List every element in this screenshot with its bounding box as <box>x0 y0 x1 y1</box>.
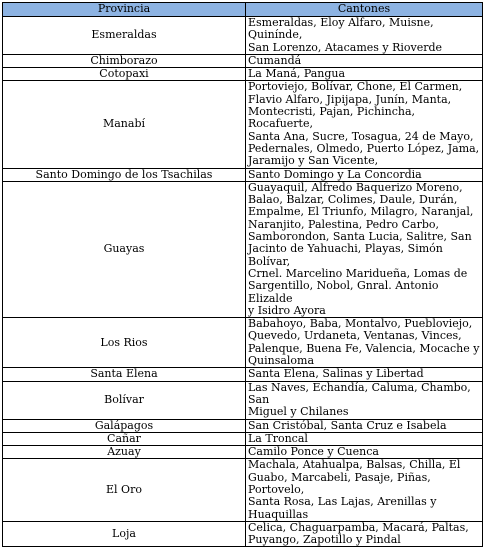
cantones-line: Empalme, El Triunfo, Milagro, Naranjal, <box>248 205 474 219</box>
cantones-line: La Troncal <box>248 431 308 445</box>
cantones-line: Esmeraldas, Eloy Alfaro, Muisne, Quinínde, <box>248 16 434 42</box>
cantones-cell <box>246 318 483 368</box>
cantones-line: Quinsaloma <box>248 354 315 368</box>
table-row <box>3 521 483 547</box>
cantones-line: Balao, Balzar, Colimes, Daule, Durán, <box>248 193 458 207</box>
cantones-cell <box>246 168 483 181</box>
header-provincia: Provincia <box>3 3 246 17</box>
cantones-line: Pedernales, Olmedo, Puerto López, Jama, <box>248 141 480 155</box>
table-row <box>3 81 483 168</box>
provincia-cell: Guayas <box>3 181 246 317</box>
provincia-cell: Cañar <box>3 432 246 445</box>
cantones-cell <box>246 17 483 55</box>
header-row <box>3 3 483 17</box>
cantones-cell <box>246 432 483 445</box>
cantones-line: Quevedo, Urdaneta, Ventanas, Vinces, <box>248 329 462 343</box>
provincia-cell: Loja <box>3 521 246 547</box>
table-row <box>3 168 483 181</box>
cantones-line: Babahoyo, Baba, Montalvo, Puebloviejo, <box>248 317 473 331</box>
provincia-cell: Manabí <box>3 81 246 168</box>
cantones-line: Celica, Chaguarpamba, Macará, Paltas, <box>248 520 469 534</box>
cantones-line: Montecristi, Pajan, Pichincha, Rocafuerte, <box>248 105 415 131</box>
cantones-line: y Isidro Ayora <box>248 303 326 317</box>
provincia-cell: Galápagos <box>3 419 246 432</box>
cantones-line: Machala, Atahualpa, Balsas, Chilla, El <box>248 458 461 472</box>
cantones-line: La Maná, Pangua <box>248 67 346 81</box>
provinces-cantons-table <box>2 2 483 547</box>
cantones-line: Santa Ana, Sucre, Tosagua, 24 de Mayo, <box>248 129 474 143</box>
cantones-cell <box>246 419 483 432</box>
cantones-line: Cumandá <box>248 53 302 67</box>
table-row <box>3 68 483 81</box>
table-row <box>3 381 483 419</box>
cantones-line: Sargentillo, Nobol, Gnral. Antonio Elizalde <box>248 279 439 305</box>
cantones-line: Portoviejo, Bolívar, Chone, El Carmen, <box>248 80 463 94</box>
table-body <box>3 17 483 547</box>
cantones-cell <box>246 521 483 547</box>
provincia-cell: Cotopaxi <box>3 68 246 81</box>
table-row <box>3 446 483 459</box>
table-row <box>3 419 483 432</box>
cantones-line: Huaquillas <box>248 507 309 521</box>
provincia-cell: Los Rios <box>3 318 246 368</box>
cantones-line: Jacinto de Yahuachi, Playas, Simón Bolívar, <box>248 242 443 268</box>
cantones-line: Miguel y Chilanes <box>248 405 349 419</box>
table-row <box>3 368 483 381</box>
header-cantones: Cantones <box>246 3 483 17</box>
provincia-cell: Bolívar <box>3 381 246 419</box>
cantones-cell <box>246 181 483 317</box>
cantones-cell <box>246 54 483 67</box>
cantones-line: Jaramijo y San Vicente, <box>248 154 379 168</box>
table-row <box>3 54 483 67</box>
cantones-cell <box>246 446 483 459</box>
cantones-line: Camilo Ponce y Cuenca <box>248 445 379 459</box>
cantones-line: Santa Elena, Salinas y Libertad <box>248 367 424 381</box>
provincia-cell: Chimborazo <box>3 54 246 67</box>
provincia-cell: El Oro <box>3 459 246 521</box>
table-row <box>3 459 483 521</box>
cantones-line: Guayaquil, Alfredo Baquerizo Moreno, <box>248 180 463 194</box>
cantones-cell <box>246 68 483 81</box>
table-row <box>3 17 483 55</box>
cantones-line: Santo Domingo y La Concordia <box>248 167 422 181</box>
cantones-cell <box>246 381 483 419</box>
cantones-line: Samborondon, Santa Lucia, Salitre, San <box>248 230 472 244</box>
cantones-line: Puyango, Zapotillo y Pindal <box>248 533 401 547</box>
cantones-line: Santa Rosa, Las Lajas, Arenillas y <box>248 495 437 509</box>
cantones-line: Naranjito, Palestina, Pedro Carbo, <box>248 217 439 231</box>
cantones-line: Guabo, Marcabeli, Pasaje, Piñas, Portovelo, <box>248 470 431 496</box>
cantones-line: San Cristóbal, Santa Cruz e Isabela <box>248 418 447 432</box>
table-row <box>3 318 483 368</box>
cantones-line: San Lorenzo, Atacames y Rioverde <box>248 40 443 54</box>
provincia-cell: Esmeraldas <box>3 17 246 55</box>
provincia-cell: Azuay <box>3 446 246 459</box>
provincia-cell: Santa Elena <box>3 368 246 381</box>
table-row <box>3 432 483 445</box>
table-row <box>3 181 483 317</box>
cantones-cell <box>246 81 483 168</box>
cantones-line: Las Naves, Echandía, Caluma, Chambo, San <box>248 380 471 406</box>
provincia-cell: Santo Domingo de los Tsachilas <box>3 168 246 181</box>
cantones-cell <box>246 459 483 521</box>
cantones-cell <box>246 368 483 381</box>
cantones-line: Flavio Alfaro, Jipijapa, Junín, Manta, <box>248 92 452 106</box>
cantones-line: Palenque, Buena Fe, Valencia, Mocache y <box>248 341 480 355</box>
cantones-line: Crnel. Marcelino Maridueña, Lomas de <box>248 266 468 280</box>
